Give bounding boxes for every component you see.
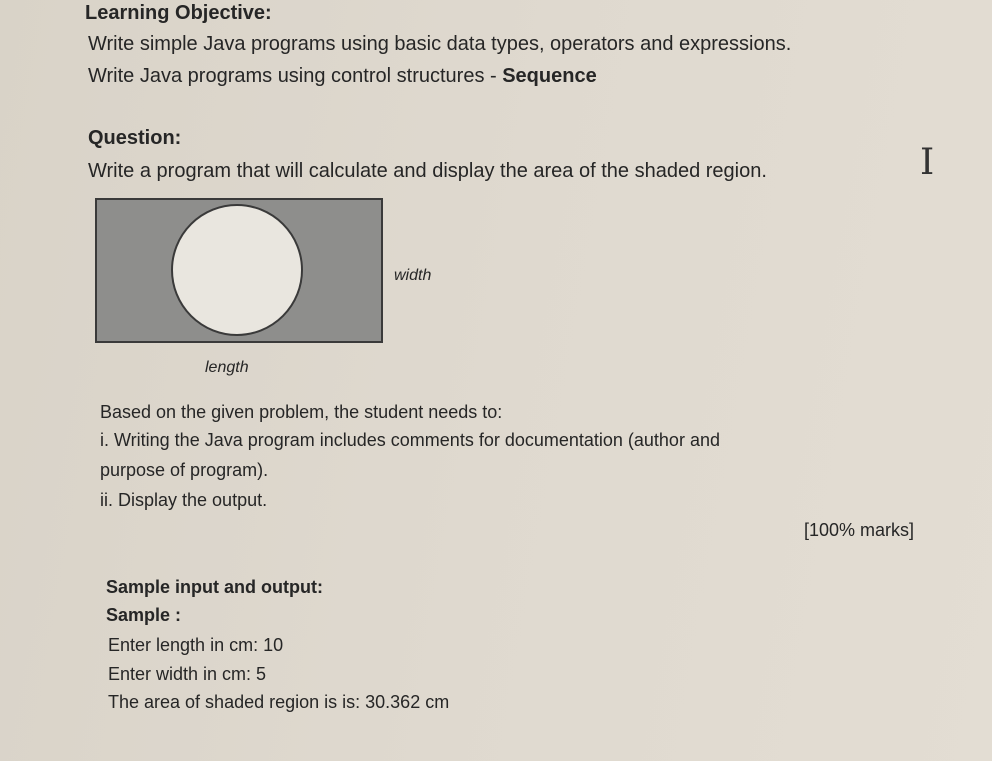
sample-line-1: Enter length in cm: 10 bbox=[108, 635, 284, 655]
objective-line-2-bold: Sequence bbox=[502, 65, 597, 87]
circle-shape bbox=[172, 205, 302, 335]
marks-label: [100% marks] bbox=[803, 520, 914, 540]
objective-heading: Learning Objective: bbox=[85, 2, 272, 24]
sample-heading: Sample input and output: bbox=[106, 577, 323, 597]
objective-line-2-text: Write Java programs using control structures - bbox=[88, 65, 503, 87]
sample-subheading: Sample : bbox=[106, 605, 182, 625]
objective-line-1: Write simple Java programs using basic data types, operators and expressions. bbox=[88, 33, 792, 55]
text-cursor-icon: I bbox=[920, 142, 935, 183]
sample-line-3: The area of shaded region is is: 30.362 cm bbox=[108, 692, 450, 712]
shaded-region-diagram bbox=[95, 198, 385, 346]
requirement-1-line-2: purpose of program). bbox=[100, 460, 269, 480]
requirement-2: ii. Display the output. bbox=[100, 490, 268, 510]
requirement-1-line-1: i. Writing the Java program includes comments for documentation (author and bbox=[100, 430, 720, 450]
objective-line-2 bbox=[88, 66, 597, 86]
question-text: Write a program that will calculate and display the area of the shaded region. bbox=[88, 160, 767, 182]
length-label: length bbox=[205, 359, 249, 376]
requirements-intro: Based on the given problem, the student needs to: bbox=[100, 402, 503, 422]
width-label: width bbox=[394, 267, 432, 284]
sample-line-2: Enter width in cm: 5 bbox=[108, 664, 267, 684]
question-heading: Question: bbox=[88, 127, 182, 149]
